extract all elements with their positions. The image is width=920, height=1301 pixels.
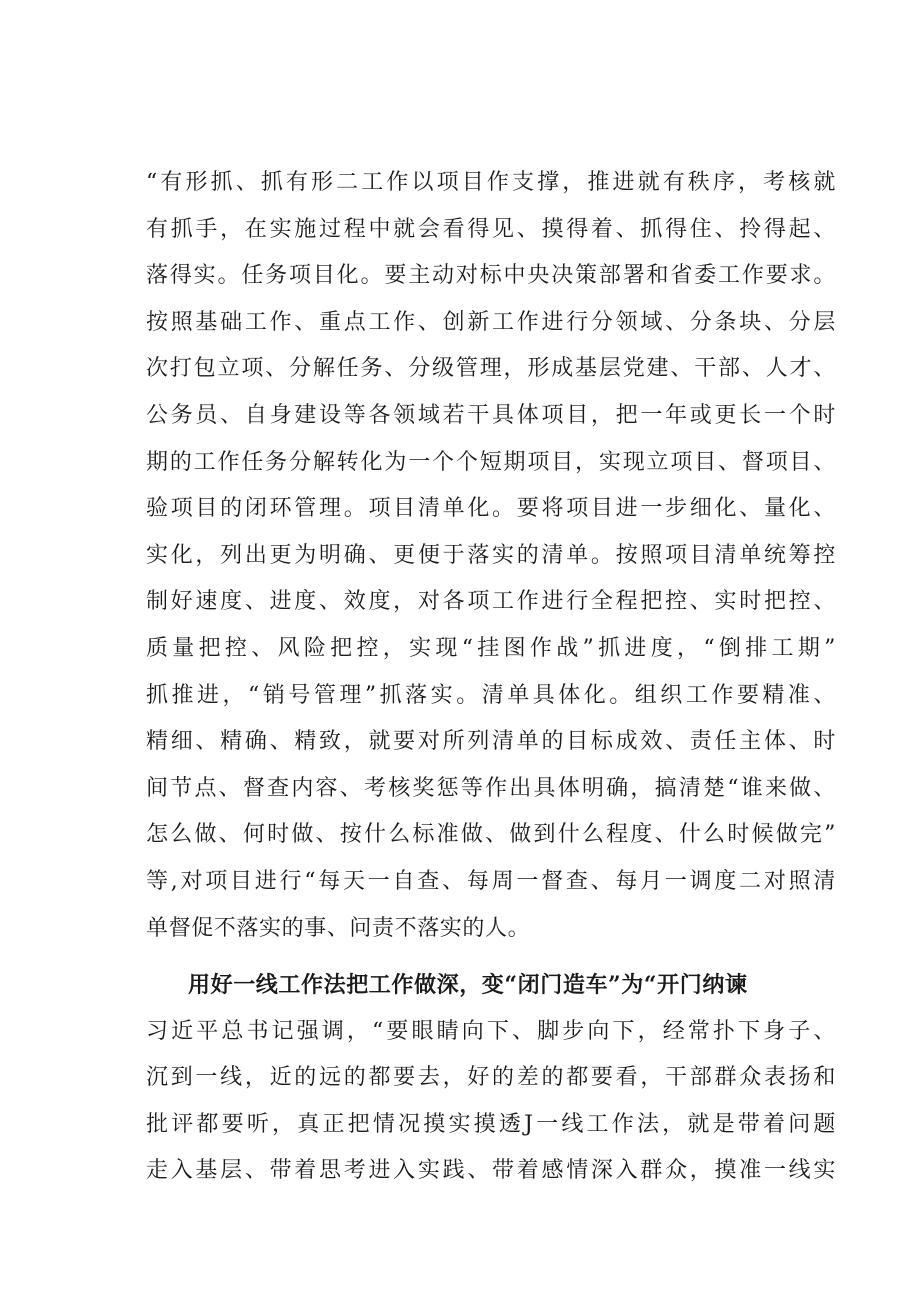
paragraph-gap bbox=[146, 952, 836, 962]
text-line: 落得实。任务项目化。要主动对标中央决策部署和省委工作要求。 bbox=[146, 263, 836, 289]
text-line: 精细、精确、精致，就要对所列清单的目标成效、责任主体、时 bbox=[146, 729, 836, 755]
text-line: 沉到一线，近的远的都要去，好的差的都要看，干部群众表扬和 bbox=[146, 1065, 836, 1091]
text-line: 等,对项目进行“每天一自查、每周一督查、每月一调度二对照清 bbox=[146, 868, 836, 894]
text-line: 抓推进，“销号管理”抓落实。清单具体化。组织工作要精准、 bbox=[146, 682, 836, 708]
text-line: 批评都要听，真正把情况摸实摸透J一线工作法，就是带着问题 bbox=[146, 1111, 836, 1137]
text-line: 质量把控、风险把控，实现“挂图作战”抓进度，“倒排工期” bbox=[146, 635, 836, 661]
text-line: 制好速度、进度、效度，对各项工作进行全程把控、实时把控、 bbox=[146, 589, 836, 615]
text-line: “有形抓、抓有形二工作以项目作支撑，推进就有秩序，考核就 bbox=[146, 170, 836, 195]
text-line: 走入基层、带着思考进入实践、带着感情深入群众，摸准一线实 bbox=[146, 1158, 836, 1184]
text-line: 验项目的闭环管理。项目清单化。要将项目进一步细化、量化、 bbox=[146, 496, 836, 522]
text-line: 按照基础工作、重点工作、创新工作进行分领域、分条块、分层 bbox=[146, 309, 836, 335]
text-line: 单督促不落实的事、问责不落实的人。 bbox=[146, 915, 531, 941]
text-line: 怎么做、何时做、按什么标准做、做到什么程度、什么时候做完” bbox=[146, 822, 836, 848]
text-line: 次打包立项、分解任务、分级管理，形成基层党建、干部、人才、 bbox=[146, 356, 836, 382]
text-line: 实化，列出更为明确、更便于落实的清单。按照项目清单统筹控 bbox=[146, 542, 836, 568]
document-body bbox=[146, 160, 836, 1195]
paragraph-frontline-method bbox=[146, 1009, 836, 1195]
paragraph-project-management bbox=[146, 160, 836, 952]
text-line: 有抓手，在实施过程中就会看得见、摸得着、抓得住、拎得起、 bbox=[146, 216, 836, 242]
text-line: 公务员、自身建设等各领域若干具体项目，把一年或更长一个时 bbox=[146, 402, 836, 428]
section-heading: 用好一线工作法把工作做深，变“闭门造车”为“开门纳谏 bbox=[188, 972, 748, 999]
text-line: 间节点、督查内容、考核奖惩等作出具体明确，搞清楚“谁来做、 bbox=[146, 775, 836, 801]
text-line: 习近平总书记强调，“要眼睛向下、脚步向下，经常扑下身子、 bbox=[146, 1018, 836, 1044]
text-line: 期的工作任务分解转化为一个个短期项目，实现立项目、督项目、 bbox=[146, 449, 836, 475]
